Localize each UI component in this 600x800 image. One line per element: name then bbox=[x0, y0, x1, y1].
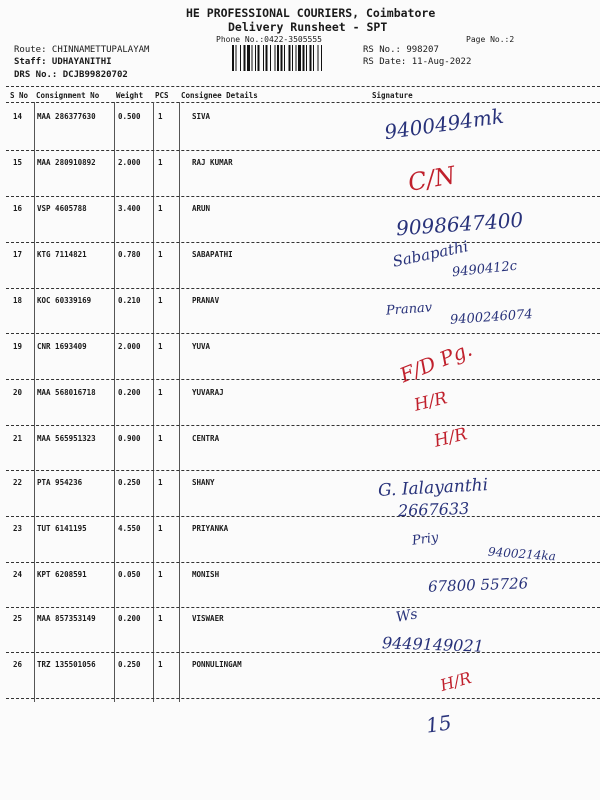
row-weight: 0.900 bbox=[118, 434, 141, 443]
row-sno: 23 bbox=[13, 524, 23, 533]
row-pcs: 1 bbox=[158, 660, 163, 669]
row-separator bbox=[6, 562, 600, 563]
row-sno: 18 bbox=[13, 296, 23, 305]
signature-row22-number: 2667633 bbox=[397, 498, 470, 521]
row-consignee: SHANY bbox=[192, 478, 215, 487]
page-number: Page No.:2 bbox=[466, 35, 515, 44]
table-row bbox=[0, 388, 600, 433]
row-consignment: MAA 568016718 bbox=[37, 388, 96, 397]
row-weight: 0.250 bbox=[118, 478, 141, 487]
row-pcs: 1 bbox=[158, 570, 163, 579]
row-separator bbox=[6, 333, 600, 334]
row-sno: 21 bbox=[13, 434, 23, 443]
signature-row17-name: Sabapathi bbox=[390, 237, 470, 271]
row-consignment: MAA 565951323 bbox=[37, 434, 96, 443]
signature-row17-number: 9490412c bbox=[451, 258, 518, 281]
row-pcs: 1 bbox=[158, 296, 163, 305]
barcode bbox=[232, 45, 356, 71]
row-consignment: CNR 1693409 bbox=[37, 342, 87, 351]
col-pcs: PCS bbox=[155, 91, 169, 100]
signature-row26: H/R bbox=[437, 668, 474, 695]
row-separator bbox=[6, 425, 600, 426]
header-top-rule bbox=[6, 86, 600, 87]
row-separator bbox=[6, 516, 600, 517]
row-weight: 2.000 bbox=[118, 342, 141, 351]
footer-handwritten-mark: 15 bbox=[424, 710, 453, 738]
row-pcs: 1 bbox=[158, 204, 163, 213]
signature-row23-name: Priy bbox=[411, 530, 440, 549]
row-sno: 24 bbox=[13, 570, 23, 579]
row-separator bbox=[6, 607, 600, 608]
signature-row25-number: 9449149021 bbox=[381, 633, 485, 656]
drs-number: DRS No.: DCJB99820702 bbox=[14, 70, 128, 80]
row-weight: 0.250 bbox=[118, 660, 141, 669]
row-consignment: MAA 280910892 bbox=[37, 158, 96, 167]
row-consignee: PRANAV bbox=[192, 296, 220, 305]
row-consignee: MONISH bbox=[192, 570, 220, 579]
row-consignee: YUVA bbox=[192, 342, 211, 351]
route-label: Route: CHINNAMETTUPALAYAM bbox=[14, 45, 150, 55]
runsheet-subtitle: Delivery Runsheet - SPT bbox=[228, 20, 388, 34]
row-weight: 0.210 bbox=[118, 296, 141, 305]
signature-row15: C/N bbox=[405, 161, 458, 197]
row-consignment: MAA 286377630 bbox=[37, 112, 96, 121]
row-sno: 26 bbox=[13, 660, 23, 669]
row-sno: 19 bbox=[13, 342, 23, 351]
col-signature: Signature bbox=[372, 91, 413, 100]
row-separator bbox=[6, 288, 600, 289]
staff-label: Staff: UDHAYANITHI bbox=[14, 57, 112, 67]
row-separator bbox=[6, 379, 600, 380]
row-consignee: ARUN bbox=[192, 204, 211, 213]
row-consignment: VSP 4605788 bbox=[37, 204, 87, 213]
row-separator bbox=[6, 150, 600, 151]
row-consignee: PRIYANKA bbox=[192, 524, 229, 533]
signature-row20: H/R bbox=[412, 388, 450, 416]
col-weight: Weight bbox=[116, 91, 144, 100]
row-weight: 0.200 bbox=[118, 388, 141, 397]
row-consignment: KOC 60339169 bbox=[37, 296, 92, 305]
row-weight: 3.400 bbox=[118, 204, 141, 213]
row-consignment: MAA 857353149 bbox=[37, 614, 96, 623]
row-pcs: 1 bbox=[158, 524, 163, 533]
row-weight: 0.200 bbox=[118, 614, 141, 623]
row-consignment: KPT 6208591 bbox=[37, 570, 87, 579]
col-consignment: Consignment No bbox=[36, 91, 100, 100]
row-consignment: PTA 954236 bbox=[37, 478, 83, 487]
row-sno: 25 bbox=[13, 614, 23, 623]
row-consignee: SIVA bbox=[192, 112, 211, 121]
row-consignee: CENTRA bbox=[192, 434, 220, 443]
row-consignment: TRZ 135501056 bbox=[37, 660, 96, 669]
signature-row21: H/R bbox=[432, 424, 470, 452]
company-title: HE PROFESSIONAL COURIERS, Coimbatore bbox=[186, 6, 436, 20]
row-pcs: 1 bbox=[158, 158, 163, 167]
rs-number: RS No.: 998207 bbox=[363, 45, 439, 55]
row-weight: 0.780 bbox=[118, 250, 141, 259]
row-weight: 0.500 bbox=[118, 112, 141, 121]
row-consignee: VISWAER bbox=[192, 614, 224, 623]
row-consignment: KTG 7114821 bbox=[37, 250, 87, 259]
signature-row23-number: 9400214ka bbox=[487, 544, 557, 564]
row-pcs: 1 bbox=[158, 250, 163, 259]
row-pcs: 1 bbox=[158, 388, 163, 397]
col-consignee: Consignee Details bbox=[181, 91, 258, 100]
row-pcs: 1 bbox=[158, 342, 163, 351]
row-sno: 14 bbox=[13, 112, 23, 121]
row-sno: 17 bbox=[13, 250, 23, 259]
row-consignee: YUVARAJ bbox=[192, 388, 224, 397]
table-row bbox=[0, 434, 600, 479]
signature-row14: 9400494mk bbox=[382, 103, 506, 145]
col-sno: S No bbox=[10, 91, 29, 100]
row-separator bbox=[6, 698, 600, 699]
signature-row24: 67800 55726 bbox=[427, 574, 529, 596]
row-sno: 16 bbox=[13, 204, 23, 213]
row-weight: 2.000 bbox=[118, 158, 141, 167]
row-consignment: TUT 6141195 bbox=[37, 524, 87, 533]
signature-row25-mark: Ws bbox=[394, 606, 419, 626]
row-separator bbox=[6, 470, 600, 471]
row-sno: 20 bbox=[13, 388, 23, 397]
row-weight: 0.050 bbox=[118, 570, 141, 579]
row-sno: 15 bbox=[13, 158, 23, 167]
row-separator bbox=[6, 242, 600, 243]
signature-row19: F/D Pg. bbox=[396, 336, 476, 388]
row-consignee: RAJ KUMAR bbox=[192, 158, 233, 167]
signature-row16: 9098647400 bbox=[395, 207, 524, 241]
signature-row22-name: G. Ialayanthi bbox=[377, 475, 489, 501]
row-pcs: 1 bbox=[158, 112, 163, 121]
row-sno: 22 bbox=[13, 478, 23, 487]
row-weight: 4.550 bbox=[118, 524, 141, 533]
row-separator bbox=[6, 196, 600, 197]
signature-row18-name: Pranav bbox=[385, 300, 433, 319]
signature-row18-number: 9400246074 bbox=[449, 307, 534, 328]
row-pcs: 1 bbox=[158, 614, 163, 623]
phone-number: Phone No.:0422-3505555 bbox=[216, 35, 322, 44]
row-separator bbox=[6, 652, 600, 653]
row-consignee: SABAPATHI bbox=[192, 250, 233, 259]
table-row bbox=[0, 342, 600, 387]
header-bottom-rule bbox=[6, 102, 600, 103]
row-pcs: 1 bbox=[158, 434, 163, 443]
row-pcs: 1 bbox=[158, 478, 163, 487]
row-consignee: PONNULINGAM bbox=[192, 660, 242, 669]
rs-date: RS Date: 11-Aug-2022 bbox=[363, 57, 472, 67]
